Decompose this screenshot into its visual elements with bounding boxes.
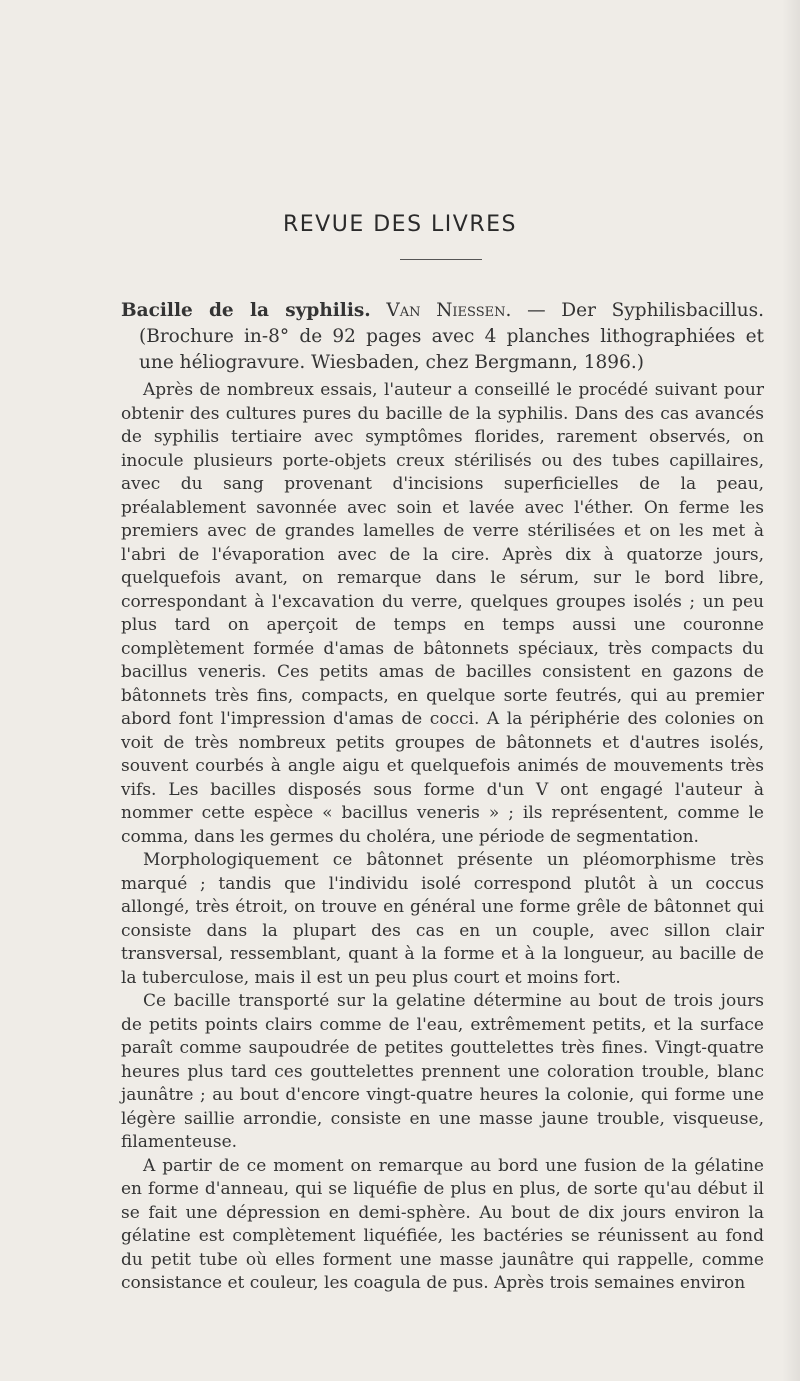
title-divider [400,259,482,260]
paragraph: A partir de ce moment on remarque au bord une fusion de la gélatine en forme d'anneau, qui se liquéfie de plus en plus, de sorte qu'au début il se fait une dépression en demi-sphère. Au bout de dix jours environ la gélatine est complètement liquéfiée, les bactéries se réunissent au fond du petit tube où elles forment une masse jaunâtre qui rappelle, comme consistance et couleur, les coagula de pus. Après trois semaines environ [121,1155,764,1293]
review-text [121,298,764,1296]
book-entry [121,298,764,376]
book-title: Bacille de la syphilis. [121,300,371,321]
paragraph: Ce bacille transporté sur la gelatine détermine au bout de trois jours de petits points clairs comme de l'eau, extrêmement petits, et la surface paraît comme saupoudrée de petites gouttelettes très fines. Vingt-quatre heures plus tard ces gouttelettes prennent une coloration trouble, blanc jaunâtre ; au bout d'encore vingt-quatre heures la colonie, qui forme une légère saillie arrondie, consiste en une masse jaune trouble, visqueuse, filamenteuse. [121,991,764,1152]
book-author: Van Niessen. [386,300,512,321]
paragraph: Après de nombreux essais, l'auteur a conseillé le procédé suivant pour obtenir des cultures pures du bacille de la syphilis. Dans des cas avancés de syphilis tertiaire avec symptômes florides, rarement observés, on inocule plusieurs porte-objets creux stérilisés ou des tubes capillaires, avec du sang provenant d'incisions superficielles de la peau, préalablement savonnée avec soin et lavée avec l'éther. On ferme les premiers avec de grandes lamelles de verre stérilisées et on les met à l'abri de l'évaporation avec de la cire. Après dix à quatorze jours, quelquefois avant, on remarque dans le sérum, sur le bord libre, correspondant à l'excavation du verre, quelques groupes isolés ; un peu plus tard on aperçoit de temps en temps aussi une couronne complètement formée d'amas de bâtonnets spéciaux, très compacts du bacillus veneris. Ces petits amas de bacilles consistent en gazons de bâtonnets très fins, compacts, en quelque sorte feutrés, qui au premier abord font l'impression d'amas de cocci. A la périphérie des colonies on voit de très nombreux petits groupes de bâtonnets et d'autres isolés, souvent courbés à angle aigu et quelquefois animés de mouvements très vifs. Les bacilles disposés sous forme d'un V ont engagé l'auteur à nommer cette espèce « bacillus veneris » ; ils représentent, comme le comma, dans les germes du choléra, une période de segmentation. [121,380,764,847]
section-title: REVUE DES LIVRES [283,212,517,237]
book-details: — Der Syphilisbacillus. (Brochure in-8° de 92 pages avec 4 planches lithographiées et une héliogravure. Wiesbaden, chez Bergmann, 1896.) [139,300,764,373]
page-edge-shadow [782,0,800,1381]
paragraph: Morphologiquement ce bâtonnet présente un pléomorphisme très marqué ; tandis que l'individu isolé correspond plutôt à un coccus allongé, très étroit, on trouve en général une forme grêle de bâtonnet qui consiste dans la plupart des cas en un couple, avec sillon clair transversal, ressemblant, quant à la forme et à la longueur, au bacille de la tuberculose, mais il est un peu plus court et moins fort. [121,850,764,988]
